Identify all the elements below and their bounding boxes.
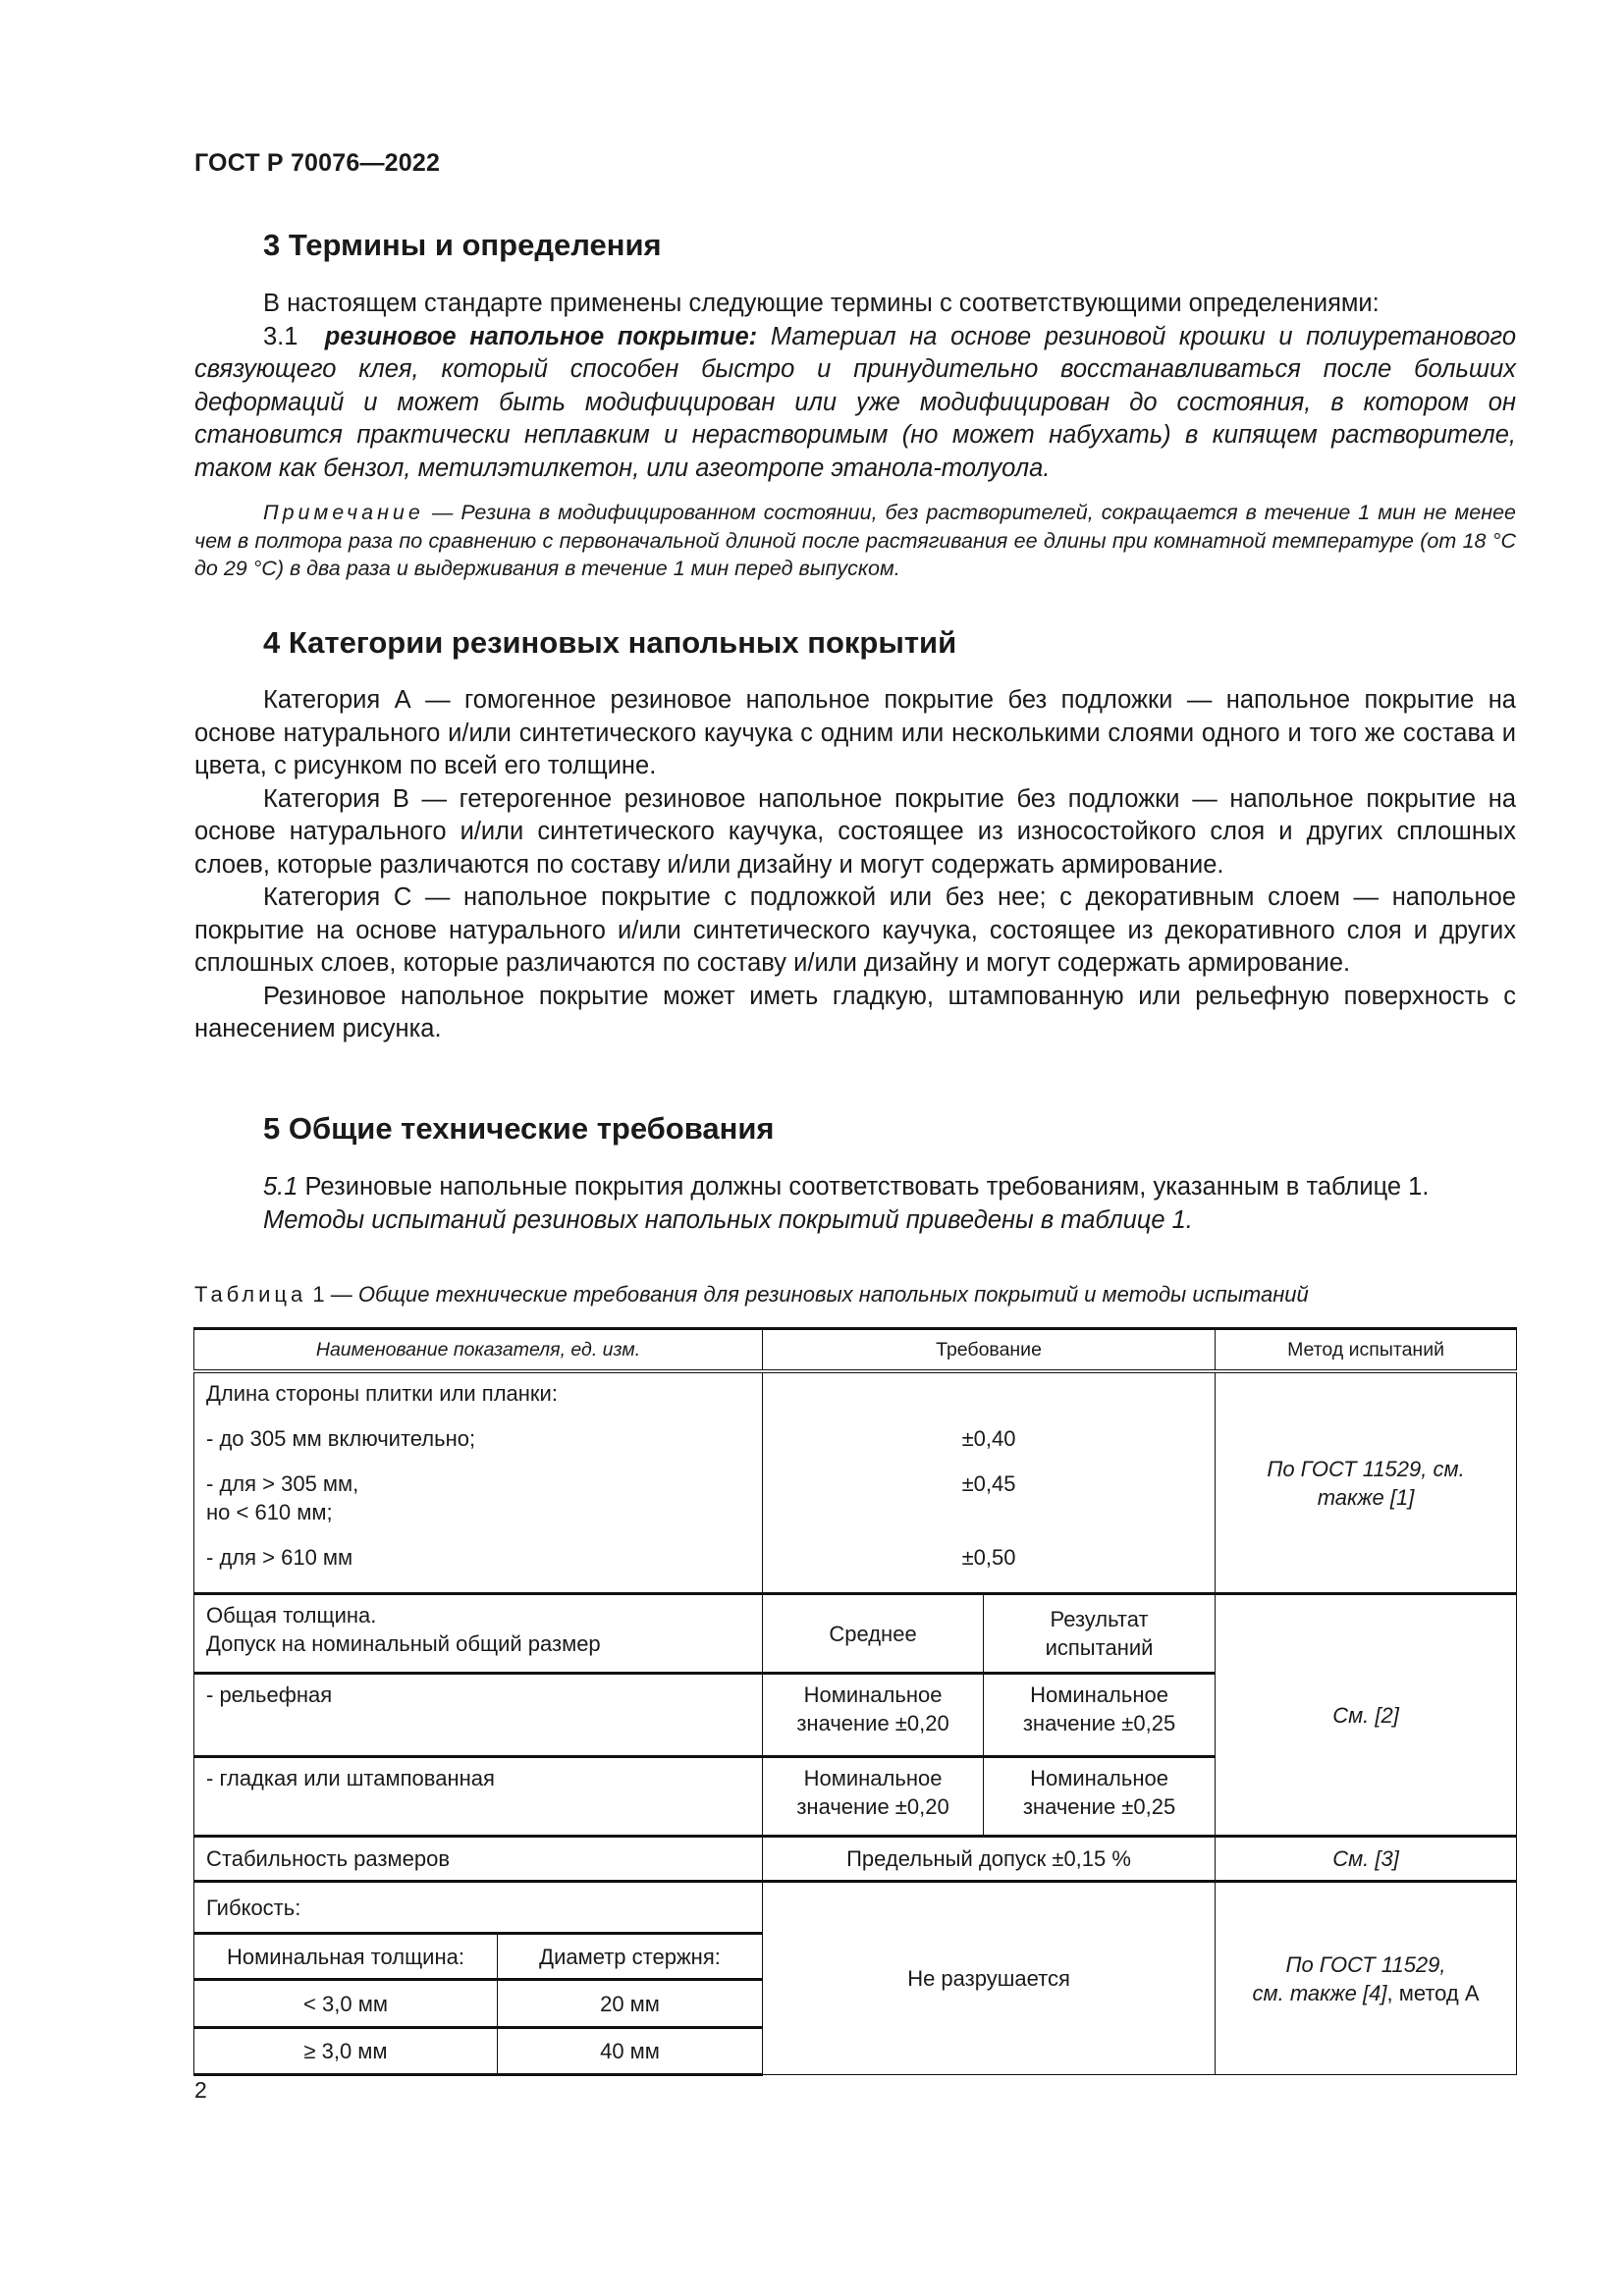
relief-result-line-1: Номинальное xyxy=(1030,1682,1168,1707)
length-row-3-label: - для > 610 мм xyxy=(206,1545,353,1570)
category-a-paragraph: Категория А — гомогенное резиновое напольное покрытие без подложки — напольное покрытие на основе натурального и/или синтетического каучука с одним или несколькими слоями одного и того же состава и цвета, с рисунком по всей его толщине. xyxy=(194,686,1516,779)
header-method: Метод испытаний xyxy=(1216,1329,1517,1372)
length-method-line-1: По ГОСТ 11529, см. xyxy=(1267,1456,1465,1481)
length-row-2-value: ±0,45 xyxy=(961,1471,1016,1496)
table-row-thickness-header xyxy=(194,1594,1517,1674)
table-caption-title: Общие технические требования для резиновых напольных покрытий и методы испытаний xyxy=(357,1282,1309,1307)
length-labels xyxy=(194,1371,763,1594)
clause-text: Резиновые напольные покрытия должны соответствовать требованиям, указанным в таблице 1. xyxy=(298,1173,1430,1201)
note xyxy=(194,499,1516,583)
flex-subheader-thickness: Номинальная толщина: xyxy=(194,1934,498,1980)
thickness-col-result-line-2: испытаний xyxy=(1045,1635,1154,1660)
smooth-label: - гладкая или штампованная xyxy=(194,1757,763,1837)
flexibility-value: Не разрушается xyxy=(763,1882,1216,2075)
length-row-2-label-2: но < 610 мм; xyxy=(206,1500,333,1524)
length-row-3-value: ±0,50 xyxy=(961,1545,1016,1570)
length-row-2-label-1: - для > 305 мм, xyxy=(206,1471,359,1496)
flexibility-method-line-2 xyxy=(1227,1979,1504,2007)
flex-row-1-diameter: 20 мм xyxy=(498,1980,763,2028)
table-caption-number: 1 — xyxy=(306,1282,358,1307)
length-title: Длина стороны плитки или планки: xyxy=(206,1381,558,1406)
section-5-title: 5 Общие технические требования xyxy=(263,1111,775,1146)
section-3-title: 3 Термины и определения xyxy=(263,228,662,262)
stability-label: Стабильность размеров xyxy=(194,1837,763,1882)
category-b-paragraph: Категория В — гетерогенное резиновое напольное покрытие без подложки — напольное покрытие на основе натурального и/или синтетического каучука, состоящее из износостойкого слоя и других сплошных слоев, которые различаются по составу и/или дизайну и могут содержать армирование. xyxy=(194,784,1516,879)
smooth-average-line-1: Номинальное xyxy=(803,1766,943,1790)
clause-5-1 xyxy=(194,1171,1516,1204)
thickness-col-result xyxy=(984,1594,1216,1674)
note-label: Примечание xyxy=(263,501,424,524)
flex-row-2-diameter: 40 мм xyxy=(498,2028,763,2075)
thickness-title-line-2: Допуск на номинальный общий размер xyxy=(206,1631,601,1656)
length-method xyxy=(1216,1371,1517,1594)
relief-result-line-2: значение ±0,25 xyxy=(1022,1711,1176,1735)
surface-paragraph: Резиновое напольное покрытие может иметь гладкую, штампованную или рельефную поверхность с нанесением рисунка. xyxy=(194,982,1516,1042)
term-name: резиновое напольное покрытие: xyxy=(324,322,758,350)
thickness-title-line-1: Общая толщина. xyxy=(206,1603,377,1628)
thickness-title xyxy=(194,1594,763,1674)
relief-average-line-2: значение ±0,20 xyxy=(796,1711,949,1735)
relief-average-line-1: Номинальное xyxy=(803,1682,943,1707)
section-3-body xyxy=(194,288,1516,485)
term-definition xyxy=(194,321,1516,486)
header-indicator: Наименование показателя, ед. изм. xyxy=(194,1329,763,1372)
term-definition-text: Материал на основе резиновой крошки и полиуретанового связующего клея, который способен быстро и принудительно восстанавливаться после больших деформаций и может быть модифицирован или уже модифицирован до состояния, в котором он становится практически неплавким и нерастворимым (но может набухать) в кипящем растворителе, таком как бензол, метилэтилкетон, или азеотропе этанола-толуола. xyxy=(194,322,1517,482)
relief-label: - рельефная xyxy=(194,1674,763,1757)
flex-row-2-thickness: ≥ 3,0 мм xyxy=(194,2028,498,2075)
thickness-col-average: Среднее xyxy=(763,1594,984,1674)
relief-result xyxy=(984,1674,1216,1757)
section-4-title: 4 Категории резиновых напольных покрытий xyxy=(263,625,957,660)
term-number: 3.1 xyxy=(263,322,298,350)
length-values xyxy=(763,1371,1216,1594)
table-header-row xyxy=(194,1329,1517,1372)
length-row-1-value: ±0,40 xyxy=(961,1426,1016,1451)
flexibility-method xyxy=(1216,1882,1517,2075)
smooth-result xyxy=(984,1757,1216,1837)
flexibility-method-line-1: По ГОСТ 11529, xyxy=(1285,1951,1446,1977)
length-method-line-2: также [1] xyxy=(1317,1484,1415,1510)
table-row-stability xyxy=(194,1837,1517,1882)
smooth-result-line-1: Номинальное xyxy=(1030,1766,1168,1790)
section-5-body xyxy=(194,1171,1516,1237)
smooth-average xyxy=(763,1757,984,1837)
section-3-intro: В настоящем стандарте применены следующие термины с соответствующими определениями: xyxy=(263,290,1380,317)
flexibility-method-variant: , метод А xyxy=(1386,1980,1480,2005)
page-number: 2 xyxy=(194,2077,207,2103)
flex-row-1-thickness: < 3,0 мм xyxy=(194,1980,498,2028)
clause-number: 5.1 xyxy=(263,1173,298,1201)
flex-subheader-diameter: Диаметр стержня: xyxy=(498,1934,763,1980)
stability-method: См. [3] xyxy=(1216,1837,1517,1882)
smooth-result-line-2: значение ±0,25 xyxy=(1022,1794,1176,1819)
thickness-col-result-line-1: Результат xyxy=(1050,1607,1149,1631)
note-text: — Резина в модифицированном состоянии, без растворителей, сокращается в течение 1 мин не менее чем в полтора раза по сравнению с первоначальной длиной после растягивания ее длины при комнатной температуре (от 18 °С до 29 °С) в два раза и выдерживания в течение 1 мин перед выпуском. xyxy=(194,501,1516,580)
length-row-1-label: - до 305 мм включительно; xyxy=(206,1426,476,1451)
methods-text: Методы испытаний резиновых напольных покрытий приведены в таблице 1. xyxy=(263,1205,1193,1234)
category-c-paragraph: Категория С — напольное покрытие с подложкой или без нее; с декоративным слоем — напольное покрытие на основе натурального и/или синтетического каучука, состоящее из декоративного слоя и других сплошных слоев, которые различаются по составу и/или дизайну и могут содержать армирование. xyxy=(194,883,1516,977)
table-caption xyxy=(194,1282,1530,1308)
table-caption-label: Таблица xyxy=(194,1282,307,1307)
relief-average xyxy=(763,1674,984,1757)
section-4-body xyxy=(194,684,1516,1046)
stability-value: Предельный допуск ±0,15 % xyxy=(763,1837,1216,1882)
table-row-length xyxy=(194,1371,1517,1594)
flexibility-title: Гибкость: xyxy=(194,1882,763,1934)
smooth-average-line-2: значение ±0,20 xyxy=(796,1794,949,1819)
flexibility-method-ref: см. также [4] xyxy=(1252,1980,1387,2005)
requirements-table xyxy=(193,1327,1517,2076)
running-header: ГОСТ Р 70076—2022 xyxy=(194,149,441,177)
header-requirement: Требование xyxy=(763,1329,1216,1372)
thickness-method: См. [2] xyxy=(1216,1594,1517,1837)
table-row-flexibility xyxy=(194,1882,1517,1934)
